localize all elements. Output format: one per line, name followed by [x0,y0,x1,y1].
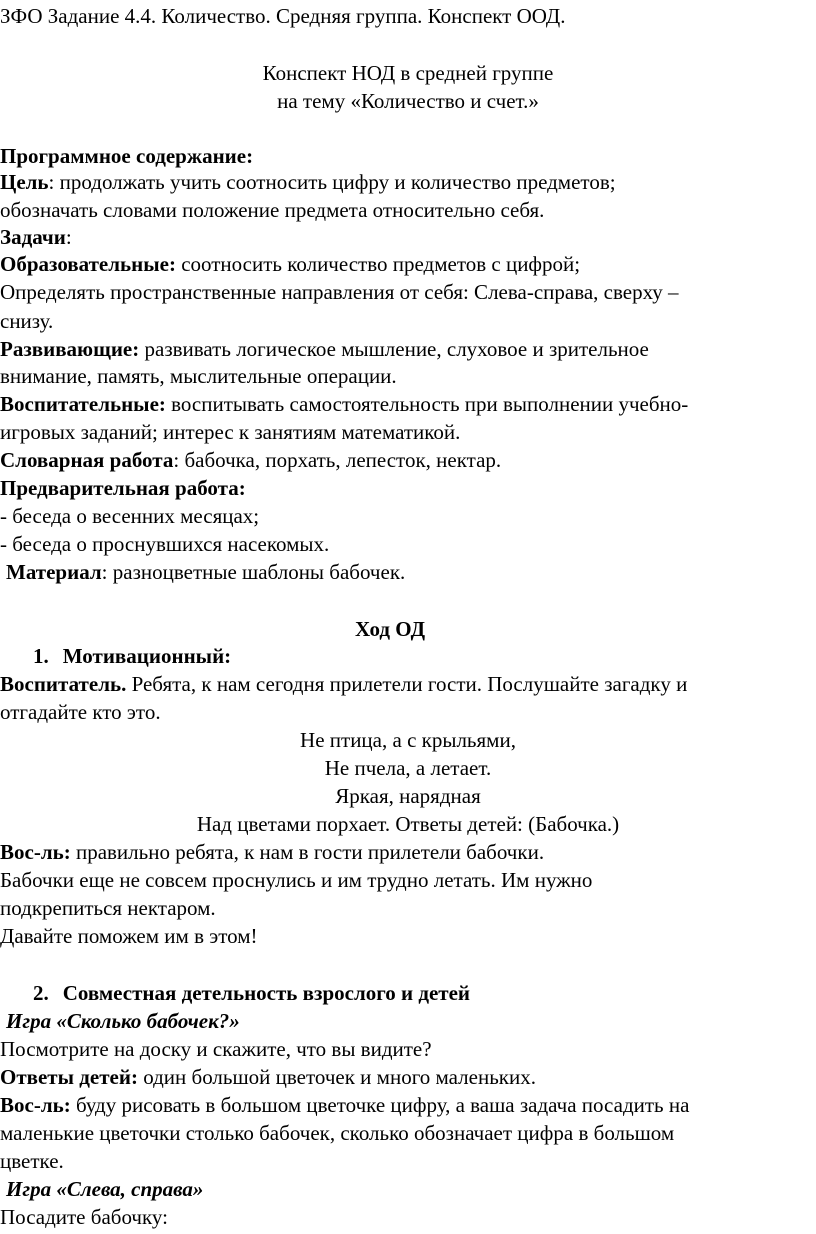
preliminary-item-1: - беседа о весенних месяцах; [0,504,260,528]
game-2-title: Игра «Слева, справа» [6,1177,204,1201]
teacher-line-2: отгадайте кто это. [0,700,161,724]
educational-line: Образовательные: соотносить количество предметов с цифрой; [0,252,581,276]
upbringing-label: Воспитательные: [0,392,166,416]
step-2-heading: 2. Совместная детельность взрослого и детей [33,981,471,1005]
riddle-line-4: Над цветами порхает. Ответы детей: (Бабочка.) [196,812,620,836]
material-line: Материал: разноцветные шаблоны бабочек. [6,560,406,584]
developing-line-2: внимание, память, мыслительные операции. [0,364,397,388]
butterflies-line-2: подкрепиться нектаром. [0,896,216,920]
preliminary-item-2: - беседа о проснувшихся насекомых. [0,532,330,556]
vocabulary-line: Словарная работа: бабочка, порхать, лепесток, нектар. [0,448,502,472]
title-line-1: Конспект НОД в средней группе [262,61,554,85]
riddle-line-3: Яркая, нарядная [335,784,481,808]
butterflies-line-1: Бабочки еще не совсем проснулись и им трудно летать. Им нужно [0,868,593,892]
preliminary-heading: Предварительная работа: [0,476,246,500]
step-1-heading: 1. Мотивационный: [33,644,232,668]
teacher-label: Воспитатель. [0,672,127,696]
riddle-line-1: Не птица, а с крыльями, [300,728,516,752]
teacher-task-line-2: маленькие цветочки столько бабочек, сколько обозначает цифра в большом [0,1121,675,1145]
educational-line-2: Определять пространственные направления от себя: Слева-справа, сверху – [0,280,679,304]
teacher-task-label: Вос-ль: [0,1093,71,1117]
developing-label: Развивающие: [0,337,140,361]
educational-label: Образовательные: [0,252,176,276]
vocabulary-label: Словарная работа [0,448,174,472]
teacher-line: Воспитатель. Ребята, к нам сегодня прилетели гости. Послушайте загадку и [0,672,688,696]
program-heading: Программное содержание: [0,144,254,168]
teacher-task-line-3: цветке. [0,1149,64,1173]
upbringing-line-2: игровых заданий; интерес к занятиям математикой. [0,420,461,444]
teacher-short-label: Вос-ль: [0,840,71,864]
developing-line: Развивающие: развивать логическое мышление, слуховое и зрительное [0,337,649,361]
goal-line: Цель: продолжать учить соотносить цифру и количество предметов; [0,170,616,194]
goal-label: Цель [0,170,49,194]
game-1-title: Игра «Сколько бабочек?» [6,1009,240,1033]
goal-line-2: обозначать словами положение предмета относительно себя. [0,198,545,222]
answers-label: Ответы детей: [0,1065,138,1089]
teacher-reply-line: Вос-ль: правильно ребята, к нам в гости прилетели бабочки. [0,840,545,864]
title-line-2: на тему «Количество и счет.» [277,89,539,113]
answers-line: Ответы детей: один большой цветочек и много маленьких. [0,1065,536,1089]
riddle-line-2: Не пчела, а летает. [324,756,492,780]
educational-line-3: снизу. [0,309,54,333]
course-heading: Ход ОД [355,617,426,641]
help-line: Давайте поможем им в этом! [0,924,258,948]
last-line: Посадите бабочку: [0,1205,168,1229]
material-label: Материал [6,560,102,584]
tasks-label: Задачи: [0,225,72,249]
board-line: Посмотрите на доску и скажите, что вы видите? [0,1037,432,1061]
upbringing-line: Воспитательные: воспитывать самостоятельность при выполнении учебно- [0,392,689,416]
teacher-task-line: Вос-ль: буду рисовать в большом цветочке цифру, а ваша задача посадить на [0,1093,690,1117]
document-header: ЗФО Задание 4.4. Количество. Средняя группа. Конспект ООД. [0,4,566,28]
